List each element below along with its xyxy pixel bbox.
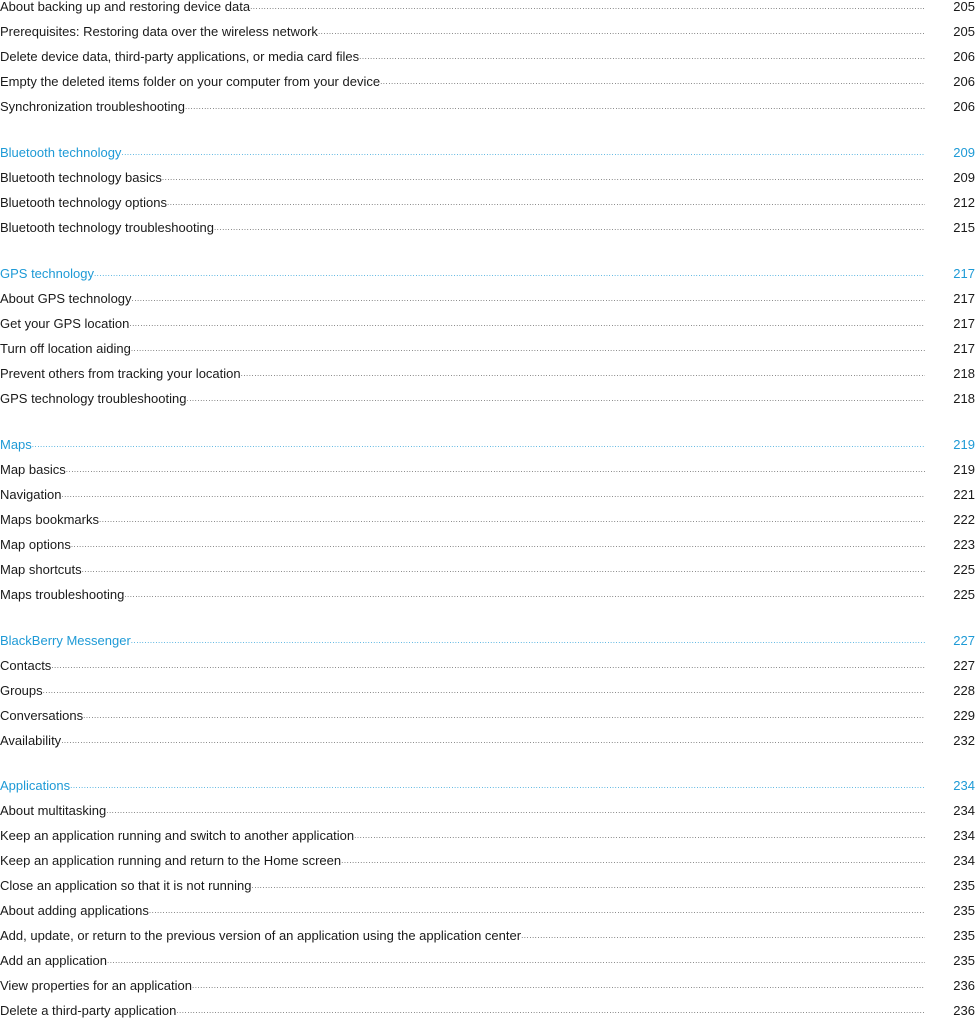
- toc-entry[interactable]: [0, 364, 975, 382]
- toc-entry-page: 205: [953, 24, 975, 39]
- toc-entry-title: Delete device data, third-party applications, or media card files: [0, 49, 360, 64]
- toc-entry-page: 234: [953, 803, 975, 818]
- toc-entry[interactable]: [0, 289, 975, 307]
- dot-leader: [129, 319, 925, 329]
- toc-entry-title: Bluetooth technology troubleshooting: [0, 220, 214, 235]
- toc-entry[interactable]: [0, 218, 975, 236]
- dot-leader: [83, 711, 925, 721]
- toc-entry-title: Synchronization troubleshooting: [0, 99, 186, 114]
- toc-entry[interactable]: [0, 193, 975, 211]
- dot-leader: [176, 1006, 925, 1016]
- dot-leader: [354, 831, 925, 841]
- toc-entry[interactable]: [0, 72, 975, 90]
- toc-entry-title: Prerequisites: Restoring data over the wireless network: [0, 24, 318, 39]
- toc-section-title: Applications: [0, 778, 71, 793]
- dot-leader: [121, 148, 925, 158]
- toc-entry-title: Empty the deleted items folder on your computer from your device: [0, 74, 381, 89]
- dot-leader: [162, 173, 925, 183]
- toc-entry-title: Map shortcuts: [0, 562, 82, 577]
- toc-entry-page: 228: [953, 683, 975, 698]
- toc-entry[interactable]: [0, 485, 975, 503]
- dot-leader: [252, 881, 926, 891]
- toc-entry[interactable]: [0, 339, 975, 357]
- dot-leader: [131, 636, 925, 646]
- toc-entry-page: 236: [953, 978, 975, 993]
- toc-section-gps[interactable]: [0, 264, 975, 282]
- toc-entry[interactable]: [0, 656, 975, 674]
- dot-leader: [107, 956, 925, 966]
- toc-entry-title: Get your GPS location: [0, 316, 130, 331]
- toc-entry-page: 206: [953, 49, 975, 64]
- toc-section-page: 219: [953, 437, 975, 452]
- toc-entry-page: 235: [953, 928, 975, 943]
- toc-entry-title: About backing up and restoring device data: [0, 0, 251, 14]
- toc-entry-title: View properties for an application: [0, 978, 192, 993]
- dot-leader: [99, 515, 925, 525]
- dot-leader: [70, 781, 925, 791]
- dot-leader: [32, 440, 925, 450]
- dot-leader: [149, 906, 925, 916]
- toc-entry[interactable]: [0, 510, 975, 528]
- dot-leader: [82, 565, 925, 575]
- toc-section-bluetooth[interactable]: [0, 143, 975, 161]
- toc-entry[interactable]: [0, 585, 975, 603]
- dot-leader: [341, 856, 925, 866]
- dot-leader: [214, 223, 925, 233]
- toc-entry[interactable]: [0, 951, 975, 969]
- toc-entry-title: About GPS technology: [0, 291, 132, 306]
- dot-leader: [71, 540, 925, 550]
- toc-entry-page: 227: [953, 658, 975, 673]
- toc-entry-title: Close an application so that it is not running: [0, 878, 252, 893]
- toc-entry-page: 235: [953, 953, 975, 968]
- toc-entry-title: Bluetooth technology basics: [0, 170, 162, 185]
- toc-entry-title: Turn off location aiding: [0, 341, 131, 356]
- toc-entry[interactable]: [0, 168, 975, 186]
- toc-entry-title: About adding applications: [0, 903, 149, 918]
- toc-entry[interactable]: [0, 731, 975, 749]
- toc-entry[interactable]: [0, 926, 975, 944]
- dot-leader: [192, 981, 925, 991]
- toc-entry-title: Maps bookmarks: [0, 512, 99, 527]
- toc-entry[interactable]: [0, 876, 975, 894]
- toc-entry-page: 235: [953, 878, 975, 893]
- toc-entry-title: Conversations: [0, 708, 84, 723]
- toc-entry-page: 229: [953, 708, 975, 723]
- toc-entry-page: 218: [953, 366, 975, 381]
- toc-entry[interactable]: [0, 535, 975, 553]
- dot-leader: [186, 394, 925, 404]
- toc-entry-title: Add an application: [0, 953, 107, 968]
- dot-leader: [185, 102, 925, 112]
- toc-entry[interactable]: [0, 801, 975, 819]
- toc-entry-page: 225: [953, 587, 975, 602]
- toc-section-blackberry-messenger[interactable]: [0, 631, 975, 649]
- toc-entry-page: 206: [953, 74, 975, 89]
- dot-leader: [167, 198, 925, 208]
- dot-leader: [318, 27, 925, 37]
- toc-entry[interactable]: [0, 851, 975, 869]
- toc-section-title: Maps: [0, 437, 32, 452]
- toc-entry-page: 209: [953, 170, 975, 185]
- dot-leader: [521, 931, 925, 941]
- toc-entry-page: 218: [953, 391, 975, 406]
- dot-leader: [94, 269, 925, 279]
- toc-entry[interactable]: [0, 1001, 975, 1019]
- toc-section-title: BlackBerry Messenger: [0, 633, 131, 648]
- toc-entry-title: Bluetooth technology options: [0, 195, 167, 210]
- toc-entry[interactable]: [0, 389, 975, 407]
- dot-leader: [66, 465, 925, 475]
- toc-entry-title: Keep an application running and switch to another application: [0, 828, 355, 843]
- toc-entry[interactable]: [0, 22, 975, 40]
- dot-leader: [359, 52, 925, 62]
- toc-entry-title: Delete a third-party application: [0, 1003, 177, 1018]
- dot-leader: [51, 661, 925, 671]
- dot-leader: [106, 806, 925, 816]
- dot-leader: [250, 2, 925, 12]
- toc-entry-page: 221: [953, 487, 975, 502]
- toc-entry-page: 217: [953, 291, 975, 306]
- toc-entry-page: 215: [953, 220, 975, 235]
- dot-leader: [61, 490, 925, 500]
- toc-entry-title: Keep an application running and return to the Home screen: [0, 853, 342, 868]
- dot-leader: [124, 590, 925, 600]
- dot-leader: [61, 736, 925, 746]
- dot-leader: [241, 369, 925, 379]
- toc-entry[interactable]: [0, 97, 975, 115]
- toc-section-page: 234: [953, 778, 975, 793]
- toc-section-title: Bluetooth technology: [0, 145, 122, 160]
- toc-entry-page: 223: [953, 537, 975, 552]
- toc-entry-page: 217: [953, 341, 975, 356]
- toc-section-maps[interactable]: [0, 435, 975, 453]
- dot-leader: [43, 686, 925, 696]
- toc-section-title: GPS technology: [0, 266, 94, 281]
- toc-entry-title: Maps troubleshooting: [0, 587, 125, 602]
- toc-section-page: 227: [953, 633, 975, 648]
- toc-section-page: 209: [953, 145, 975, 160]
- dot-leader: [132, 294, 925, 304]
- toc-entry[interactable]: [0, 976, 975, 994]
- toc-entry-page: 235: [953, 903, 975, 918]
- toc-entry-page: 225: [953, 562, 975, 577]
- toc-entry[interactable]: [0, 47, 975, 65]
- toc-entry-title: About multitasking: [0, 803, 107, 818]
- toc-section-applications[interactable]: [0, 776, 975, 794]
- toc-entry-title: Availability: [0, 733, 62, 748]
- toc-entry-page: 217: [953, 316, 975, 331]
- dot-leader: [380, 77, 925, 87]
- toc-entry-page: 236: [953, 1003, 975, 1018]
- toc-entry[interactable]: [0, 560, 975, 578]
- toc-entry[interactable]: [0, 0, 975, 15]
- toc-entry-title: GPS technology troubleshooting: [0, 391, 187, 406]
- toc-entry-page: 234: [953, 828, 975, 843]
- toc-entry-title: Contacts: [0, 658, 52, 673]
- toc-section-page: 217: [953, 266, 975, 281]
- toc-entry[interactable]: [0, 681, 975, 699]
- toc-entry-page: 205: [953, 0, 975, 14]
- toc-entry-page: 232: [953, 733, 975, 748]
- toc-entry-title: Map options: [0, 537, 71, 552]
- toc-entry-title: Map basics: [0, 462, 66, 477]
- toc-entry-title: Prevent others from tracking your location: [0, 366, 241, 381]
- toc-entry-page: 234: [953, 853, 975, 868]
- toc-entry-title: Add, update, or return to the previous version of an application using the application center: [0, 928, 522, 943]
- toc-entry-page: 222: [953, 512, 975, 527]
- toc-entry-page: 219: [953, 462, 975, 477]
- toc-entry[interactable]: [0, 314, 975, 332]
- toc-entry[interactable]: [0, 460, 975, 478]
- toc-entry[interactable]: [0, 706, 975, 724]
- dot-leader: [131, 344, 925, 354]
- toc-entry[interactable]: [0, 901, 975, 919]
- toc-entry-page: 206: [953, 99, 975, 114]
- toc-entry-title: Navigation: [0, 487, 62, 502]
- toc-entry[interactable]: [0, 826, 975, 844]
- toc-entry-title: Groups: [0, 683, 43, 698]
- toc-entry-page: 212: [953, 195, 975, 210]
